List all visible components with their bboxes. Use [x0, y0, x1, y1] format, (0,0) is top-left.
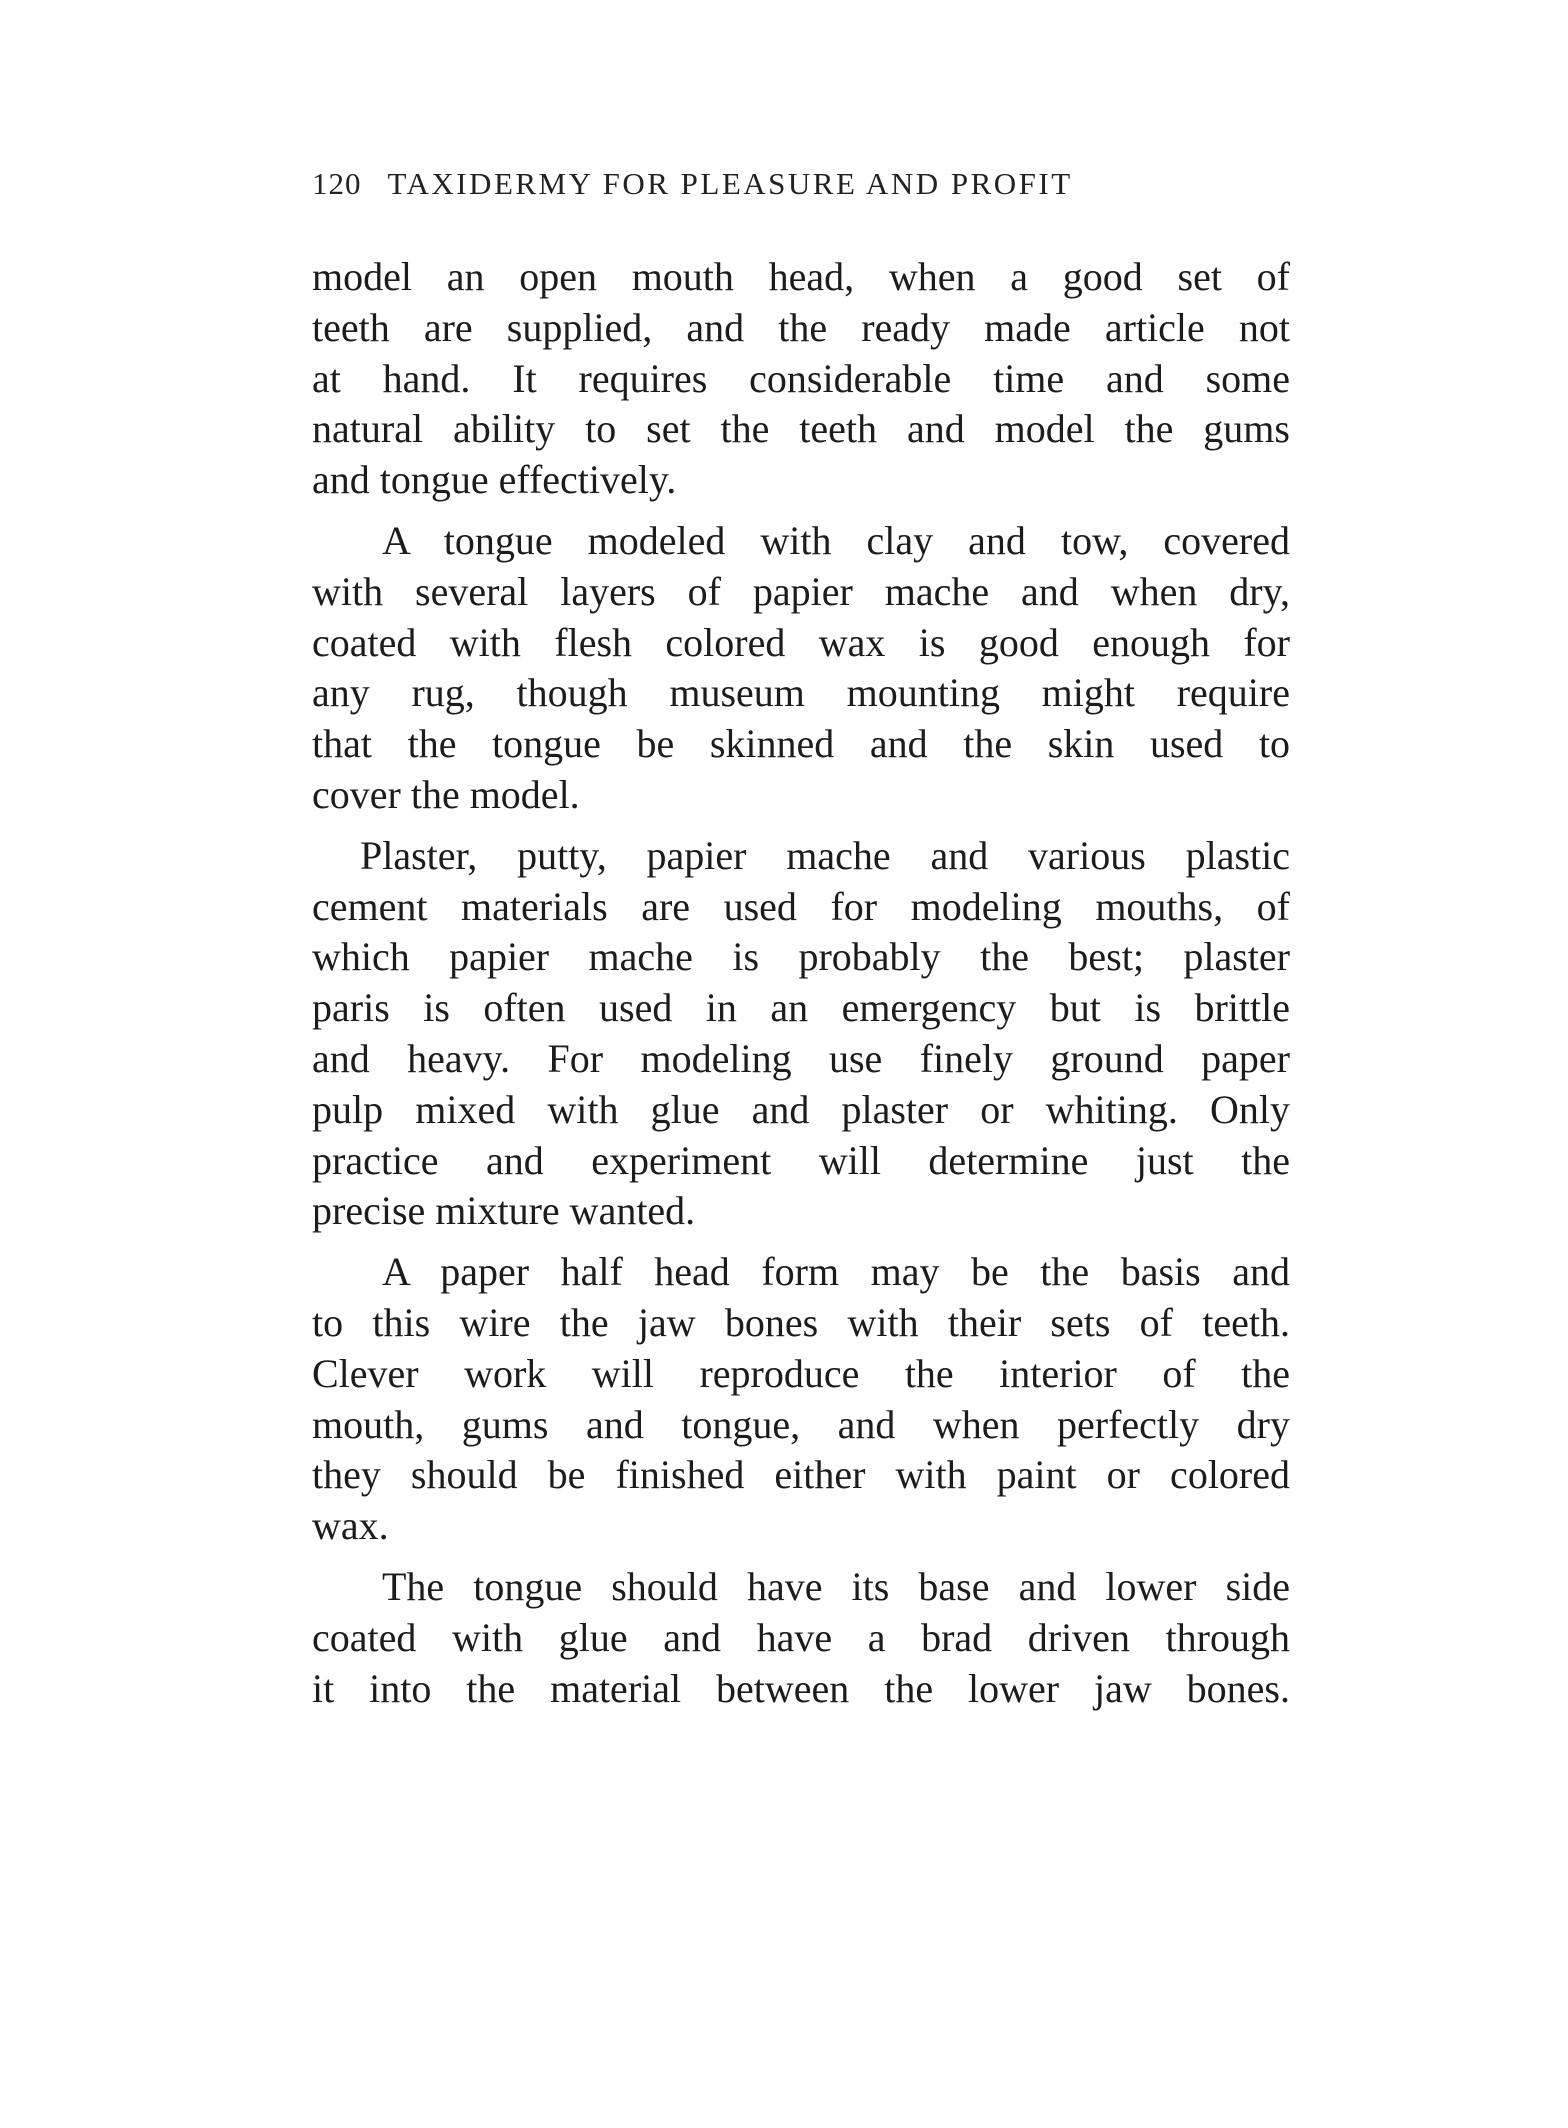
text-line: and heavy. For modeling use finely ground paper: [312, 1035, 1290, 1081]
page-number: 120: [312, 166, 362, 201]
text-line: at hand. It requires considerable time and some: [312, 355, 1290, 401]
text-line: mouth, gums and tongue, and when perfectly dry: [312, 1401, 1290, 1447]
paragraph-3: [312, 831, 1290, 1237]
text-line: The tongue should have its base and lower side: [382, 1563, 1290, 1609]
text-line: any rug, though museum mounting might require: [312, 670, 1290, 716]
text-line: teeth are supplied, and the ready made article not: [312, 304, 1290, 350]
text-line: wax.: [312, 1503, 389, 1549]
text-line: practice and experiment will determine just the: [312, 1137, 1290, 1183]
text-line: which papier mache is probably the best; plaster: [312, 934, 1290, 980]
text-line: with several layers of papier mache and when dry,: [312, 568, 1290, 614]
text-line: model an open mouth head, when a good set of: [312, 254, 1290, 299]
text-line: natural ability to set the teeth and model the gums: [312, 406, 1290, 452]
text-line: Clever work will reproduce the interior of the: [312, 1350, 1290, 1396]
text-line: precise mixture wanted.: [312, 1188, 696, 1234]
text-line: it into the material between the lower jaw bones.: [312, 1665, 1290, 1711]
text-line: Plaster, putty, papier mache and various plastic: [360, 832, 1290, 878]
text-line: cover the model.: [312, 771, 580, 817]
body-text: [312, 252, 1290, 1724]
running-header: [312, 166, 1312, 202]
text-line: and tongue effectively.: [312, 457, 677, 503]
text-line: coated with flesh colored wax is good enough for: [312, 619, 1290, 665]
text-line: they should be finished either with paint or colored: [312, 1452, 1290, 1498]
text-line: coated with glue and have a brad driven through: [312, 1614, 1290, 1660]
text-line: that the tongue be skinned and the skin used to: [312, 721, 1290, 767]
text-line: pulp mixed with glue and plaster or whiting. Only: [312, 1086, 1290, 1132]
running-title: TAXIDERMY FOR PLEASURE AND PROFIT: [387, 166, 1073, 201]
paragraph-4: [312, 1247, 1290, 1552]
text-line: to this wire the jaw bones with their sets of teeth.: [312, 1299, 1290, 1345]
paragraph-1: [312, 252, 1290, 506]
text-line: cement materials are used for modeling mouths, of: [312, 883, 1290, 929]
paragraph-2: [312, 516, 1290, 821]
text-line: paris is often used in an emergency but is brittle: [312, 985, 1290, 1031]
paragraph-5: [312, 1562, 1290, 1714]
text-line: A tongue modeled with clay and tow, covered: [382, 517, 1290, 563]
text-line: A paper half head form may be the basis and: [382, 1249, 1290, 1295]
